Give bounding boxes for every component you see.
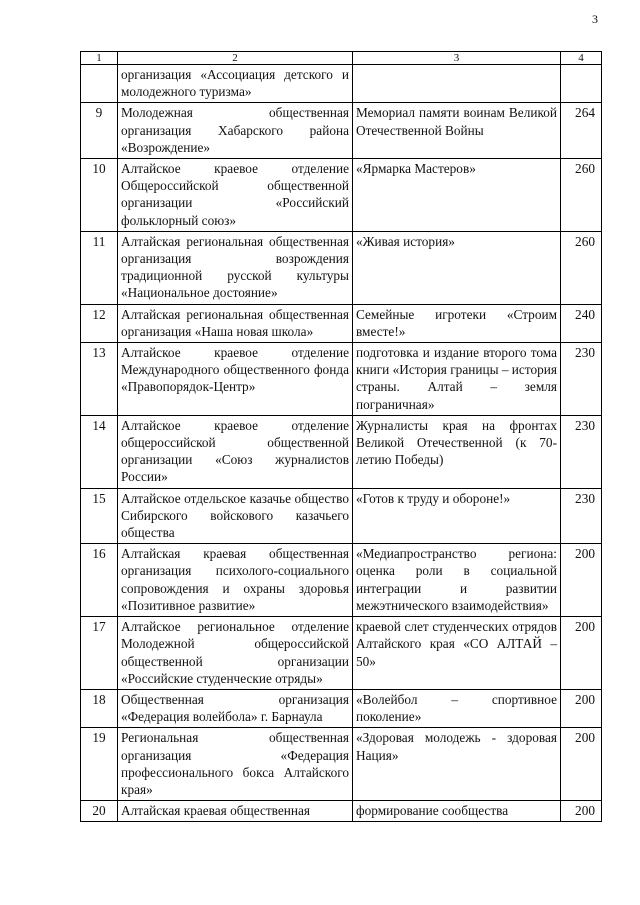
organization-name: Алтайское краевое отделение Общероссийской общественной организации «Российский фольклорный союз» — [118, 159, 353, 232]
row-number: 12 — [81, 304, 118, 342]
organization-name: Молодежная общественная организация Хабарского района «Возрождение» — [118, 103, 353, 159]
row-number: 18 — [81, 689, 118, 727]
grant-amount: 264 — [561, 103, 602, 159]
row-number: 17 — [81, 617, 118, 690]
organization-name: Алтайское краевое отделение Международного общественного фонда «Правопорядок-Центр» — [118, 343, 353, 416]
grant-amount: 230 — [561, 488, 602, 544]
grant-amount: 200 — [561, 728, 602, 801]
project-name — [353, 65, 561, 103]
grant-amount: 260 — [561, 159, 602, 232]
organization-name: Алтайская региональная общественная организация «Наша новая школа» — [118, 304, 353, 342]
project-name: «Ярмарка Мастеров» — [353, 159, 561, 232]
project-name: «Готов к труду и обороне!» — [353, 488, 561, 544]
table-header-row — [81, 52, 602, 65]
row-number: 14 — [81, 415, 118, 488]
table-row — [81, 159, 602, 232]
column-number-1: 1 — [81, 52, 118, 65]
column-number-4: 4 — [561, 52, 602, 65]
project-name: «Волейбол – спортивное поколение» — [353, 689, 561, 727]
organization-name: организация «Ассоциация детского и молодежного туризма» — [118, 65, 353, 103]
grant-amount: 200 — [561, 617, 602, 690]
row-number: 11 — [81, 231, 118, 304]
row-number: 20 — [81, 801, 118, 822]
grant-amount: 230 — [561, 415, 602, 488]
table-row — [81, 617, 602, 690]
row-number — [81, 65, 118, 103]
organization-name: Алтайское краевое отделение общероссийской общественной организации «Союз журналистов России» — [118, 415, 353, 488]
organization-name: Алтайская краевая общественная — [118, 801, 353, 822]
row-number: 10 — [81, 159, 118, 232]
table-row — [81, 65, 602, 103]
project-name: Семейные игротеки «Строим вместе!» — [353, 304, 561, 342]
table-row — [81, 689, 602, 727]
grant-amount: 240 — [561, 304, 602, 342]
grant-amount: 200 — [561, 544, 602, 617]
project-name: Мемориал памяти воинам Великой Отечественной Войны — [353, 103, 561, 159]
row-number: 19 — [81, 728, 118, 801]
project-name: краевой слет студенческих отрядов Алтайского края «СО АЛТАЙ – 50» — [353, 617, 561, 690]
organization-name: Алтайская региональная общественная организация возрождения традиционной русской культуры «Национальное достояние» — [118, 231, 353, 304]
organization-name: Алтайское отдельское казачье общество Сибирского войскового казачьего общества — [118, 488, 353, 544]
grant-amount: 260 — [561, 231, 602, 304]
table-row — [81, 544, 602, 617]
grant-amount: 200 — [561, 801, 602, 822]
project-name: подготовка и издание второго тома книги «История границы – история страны. Алтай – земля пограничная» — [353, 343, 561, 416]
column-number-2: 2 — [118, 52, 353, 65]
table-row — [81, 728, 602, 801]
table-row — [81, 304, 602, 342]
row-number: 13 — [81, 343, 118, 416]
organization-name: Алтайское региональное отделение Молодежной общероссийской общественной организации «Российские студенческие отряды» — [118, 617, 353, 690]
project-name: Журналисты края на фронтах Великой Отечественной (к 70-летию Победы) — [353, 415, 561, 488]
grant-amount: 230 — [561, 343, 602, 416]
project-name: формирование сообщества — [353, 801, 561, 822]
organization-name: Региональная общественная организация «Федерация профессионального бокса Алтайского края» — [118, 728, 353, 801]
table-row — [81, 343, 602, 416]
organization-name: Алтайская краевая общественная организация психолого-социального сопровождения и охраны здоровья «Позитивное развитие» — [118, 544, 353, 617]
row-number: 9 — [81, 103, 118, 159]
organization-name: Общественная организация «Федерация волейбола» г. Барнаула — [118, 689, 353, 727]
page-number: 3 — [592, 12, 598, 26]
table-row — [81, 103, 602, 159]
table-row — [81, 488, 602, 544]
row-number: 16 — [81, 544, 118, 617]
column-number-3: 3 — [353, 52, 561, 65]
grants-table — [80, 51, 602, 822]
table-row — [81, 801, 602, 822]
table-row — [81, 231, 602, 304]
grant-amount — [561, 65, 602, 103]
grant-amount: 200 — [561, 689, 602, 727]
project-name: «Здоровая молодежь - здоровая Нация» — [353, 728, 561, 801]
project-name: «Живая история» — [353, 231, 561, 304]
table-row — [81, 415, 602, 488]
row-number: 15 — [81, 488, 118, 544]
project-name: «Медиапространство региона: оценка роли в социальной интеграции и развитии межэтнического взаимодействия» — [353, 544, 561, 617]
